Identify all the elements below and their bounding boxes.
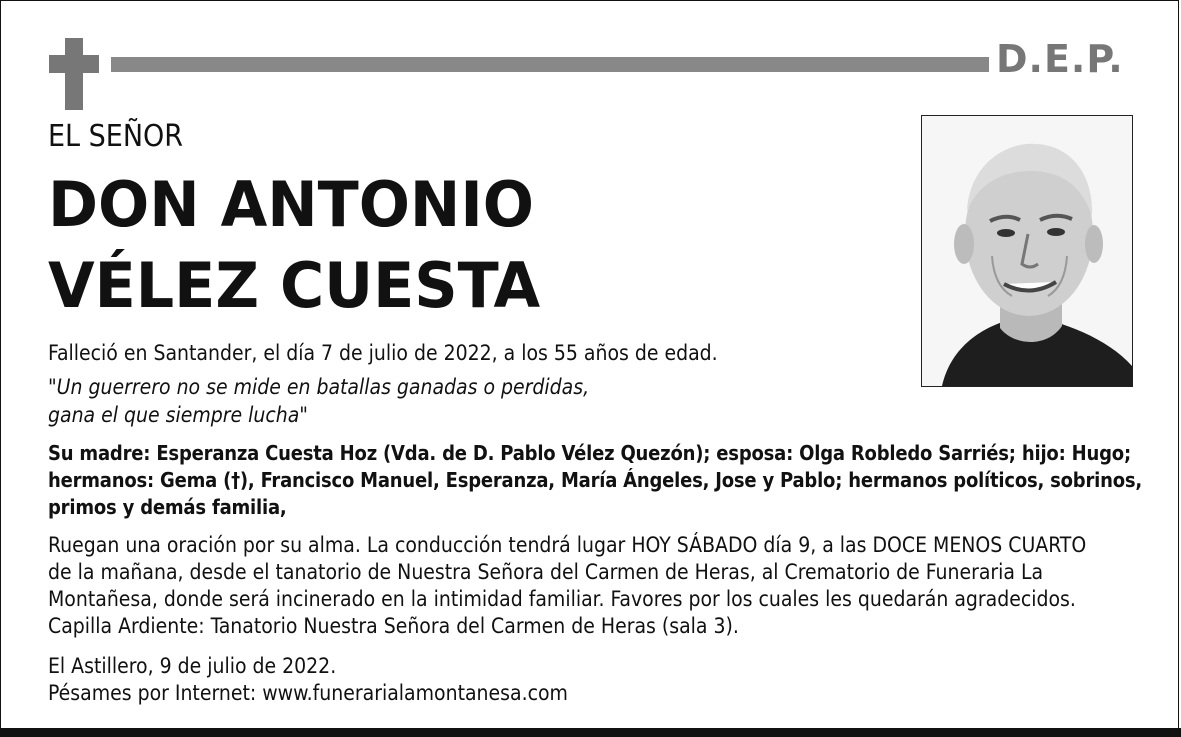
header-rule <box>111 57 989 72</box>
title-prefix: EL SEÑOR <box>48 119 184 154</box>
bottom-rule <box>0 728 1181 737</box>
prayer-line3: Montañesa, donde será incinerado en la intimidad familiar. Favores por los cuales les quedarán agradecidos. <box>48 587 1076 611</box>
condolences-line: Pésames por Internet: www.funerarialamontanesa.com <box>48 681 568 705</box>
dep-label: D.E.P. <box>996 37 1124 81</box>
quote-line1: "Un guerrero no se mide en batallas ganadas o perdidas, <box>48 375 590 399</box>
portrait-photo <box>921 115 1133 387</box>
prayer-line1: Ruegan una oración por su alma. La conducción tendrá lugar HOY SÁBADO día 9, a las DOCE MENOS CUARTO <box>48 533 1087 557</box>
family-line2: hermanos: Gema (†), Francisco Manuel, Esperanza, María Ángeles, Jose y Pablo; hermanos políticos, sobrinos, <box>48 468 1142 492</box>
deceased-name-line1: DON ANTONIO <box>48 168 534 241</box>
family-line1: Su madre: Esperanza Cuesta Hoz (Vda. de D. Pablo Vélez Quezón); esposa: Olga Robledo Sarriés; hijo: Hugo; <box>48 441 1131 465</box>
cross-icon <box>65 38 83 110</box>
family-line3: primos y demás familia, <box>48 495 287 519</box>
quote-line2: gana el que siempre lucha" <box>48 403 308 427</box>
cross-icon-bar <box>49 55 99 73</box>
prayer-line4: Capilla Ardiente: Tanatorio Nuestra Señora del Carmen de Heras (sala 3). <box>48 614 739 638</box>
place-date: El Astillero, 9 de julio de 2022. <box>48 654 337 678</box>
deceased-name-line2: VÉLEZ CUESTA <box>48 249 541 322</box>
prayer-line2: de la mañana, desde el tanatorio de Nuestra Señora del Carmen de Heras, al Crematorio de Funeraria La <box>48 560 1044 584</box>
death-statement: Falleció en Santander, el día 7 de julio de 2022, a los 55 años de edad. <box>48 341 718 365</box>
